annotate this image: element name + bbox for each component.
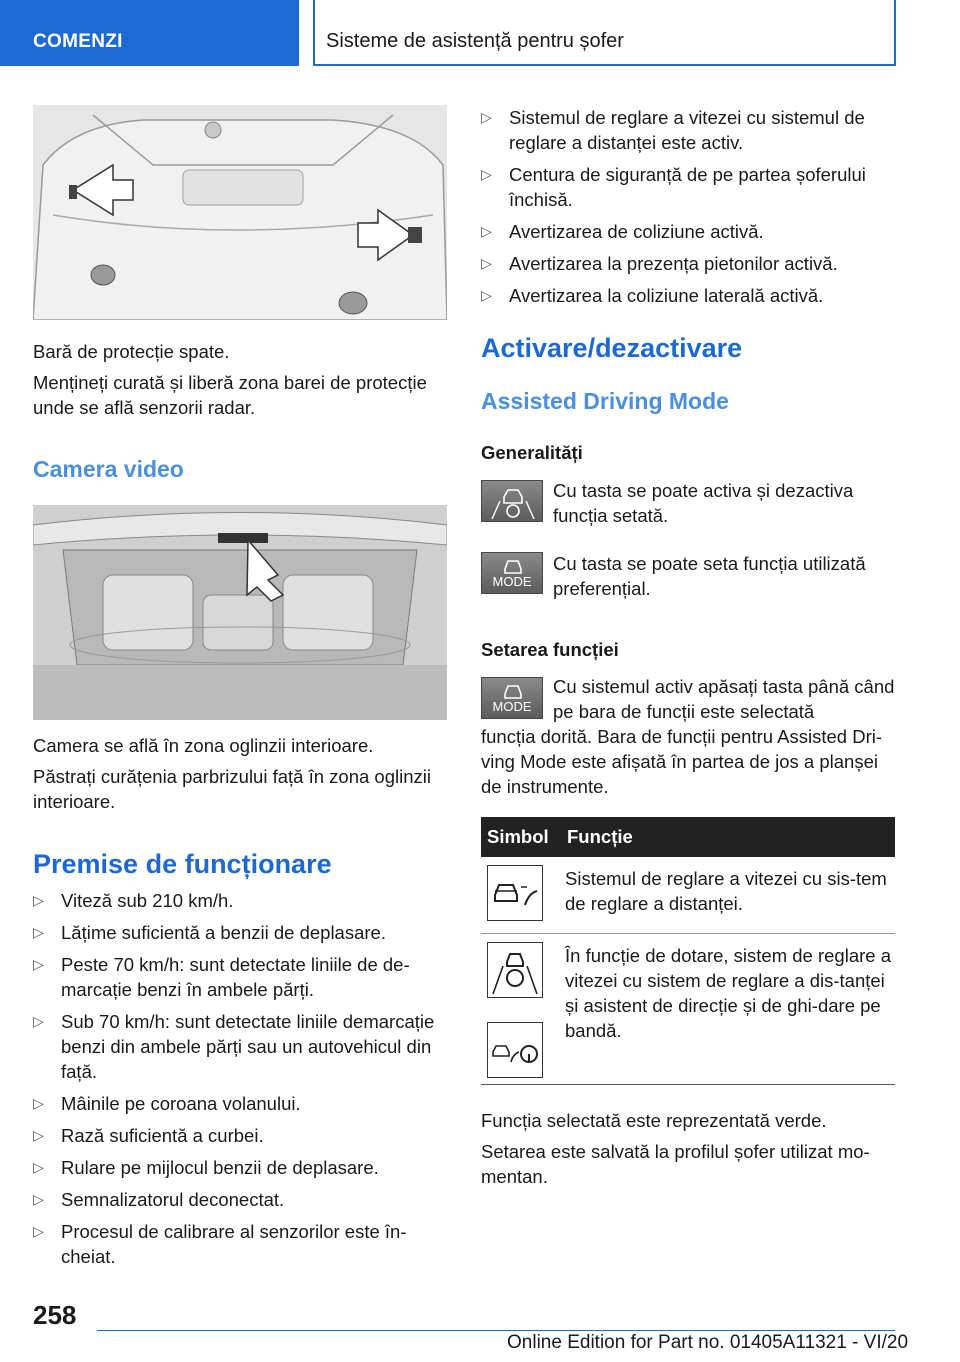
activation-heading: Activare/dezactivare	[481, 333, 743, 363]
triangle-bullet-icon: ▷	[33, 924, 44, 940]
triangle-bullet-icon: ▷	[33, 1223, 44, 1239]
steering-assist-icon	[487, 942, 543, 998]
camera-caption: Camera se află în zona oglinzii interioare.	[33, 735, 374, 756]
general-text-1: Cu tasta se poate activa și dezactiva funcția setată.	[553, 480, 854, 526]
triangle-bullet-icon: ▷	[481, 287, 492, 303]
prereq-heading: Premise de funcționare	[33, 849, 332, 879]
camera-text: Păstrați curățenia parbrizului față în zona oglinzii interioare.	[33, 766, 431, 812]
setting-text-b: funcția dorită. Bara de funcții pentru Assisted Dri-ving Mode este afișată în partea de jos a planșei de instrumente.	[481, 726, 883, 797]
footer-divider	[97, 1330, 895, 1331]
col-function: Funcție	[561, 817, 895, 857]
mode-label-2: MODE	[492, 699, 532, 714]
triangle-bullet-icon: ▷	[33, 1191, 44, 1207]
list-item: ▷ Procesul de calibrare al senzorilor este în-cheiat.	[33, 1221, 407, 1267]
list-item: ▷ Peste 70 km/h: sunt detectate liniile de de-marcație benzi în ambele părți.	[33, 954, 410, 1000]
mode-button-icon-2	[481, 677, 543, 719]
rear-text: Mențineți curată și liberă zona barei de protecție unde se află senzorii radar.	[33, 372, 427, 418]
rear-caption: Bară de protecție spate.	[33, 341, 230, 362]
function-cell-1: Sistemul de reglare a vitezei cu sis-tem de reglare a distanței.	[565, 868, 887, 914]
chapter-title: Sisteme de asistență pentru șofer	[326, 30, 624, 52]
list-item: ▷ Rază suficientă a curbei.	[33, 1125, 264, 1146]
acc-steering-icon	[487, 1022, 543, 1078]
col-symbol: Simbol	[481, 817, 561, 857]
camera-heading: Camera video	[33, 456, 184, 482]
triangle-bullet-icon: ▷	[33, 1013, 44, 1029]
assist-button-icon	[481, 480, 543, 522]
edition-text: Online Edition for Part no. 01405A11321 - VI/20	[507, 1332, 909, 1353]
mode-button-icon	[481, 552, 543, 594]
list-item: ▷ Rulare pe mijlocul benzii de deplasare.	[33, 1157, 379, 1178]
symbol-cell	[481, 933, 561, 1084]
triangle-bullet-icon: ▷	[33, 1159, 44, 1175]
list-item: ▷ Sistemul de reglare a vitezei cu sistemul de reglare a distanței este activ.	[481, 107, 865, 153]
list-item: ▷ Lățime suficientă a benzii de deplasare.	[33, 922, 386, 943]
conditions-list	[481, 105, 895, 315]
list-item: ▷ Sub 70 km/h: sunt detectate liniile demarcație benzi din ambele părți sau un autovehicul din față.	[33, 1011, 435, 1082]
setting-heading: Setarea funcției	[481, 639, 619, 660]
symbol-cell	[481, 857, 561, 933]
function-cell-2: În funcție de dotare, sistem de reglare a vitezei cu sistem de reglare a dis-tanței și asistent de direcție și de ghi-dare pe bandă.	[565, 944, 891, 1041]
list-item: ▷ Centura de siguranță de pe partea șoferului închisă.	[481, 164, 866, 210]
camera-drawing	[33, 505, 447, 720]
list-item: ▷ Mâinile pe coroana volanului.	[33, 1093, 301, 1114]
camera-image	[33, 505, 447, 720]
list-item: ▷ Viteză sub 210 km/h.	[33, 890, 234, 911]
page-number: 258	[33, 1300, 77, 1330]
triangle-bullet-icon: ▷	[33, 956, 44, 972]
adm-heading: Assisted Driving Mode	[481, 388, 729, 414]
triangle-bullet-icon: ▷	[481, 166, 492, 182]
triangle-bullet-icon: ▷	[481, 109, 492, 125]
list-item: ▷ Avertizarea de coliziune activă.	[481, 221, 764, 242]
list-item: ▷ Avertizarea la coliziune laterală activă.	[481, 285, 824, 306]
triangle-bullet-icon: ▷	[33, 892, 44, 908]
rear-bumper-drawing	[33, 105, 447, 320]
function-table	[481, 817, 895, 1085]
mode-label: MODE	[492, 574, 532, 589]
car-steering-icon	[482, 481, 544, 523]
setting-text-a: Cu sistemul activ apăsați tasta până când pe bara de funcții este selectată	[553, 676, 895, 722]
triangle-bullet-icon: ▷	[481, 223, 492, 239]
general-text-2: Cu tasta se poate seta funcția utilizată preferențial.	[553, 553, 866, 599]
list-item: ▷ Semnalizatorul deconectat.	[33, 1189, 285, 1210]
after-text-1: Funcția selectată este reprezentată verde.	[481, 1110, 827, 1131]
triangle-bullet-icon: ▷	[33, 1095, 44, 1111]
prereq-list	[33, 888, 447, 1276]
triangle-bullet-icon: ▷	[33, 1127, 44, 1143]
chapter-header	[313, 0, 896, 66]
table-header-row	[481, 817, 895, 857]
triangle-bullet-icon: ▷	[481, 255, 492, 271]
table-row	[481, 933, 895, 1084]
section-tab[interactable]	[0, 0, 299, 66]
table-row	[481, 857, 895, 933]
list-item: ▷ Avertizarea la prezența pietonilor activă.	[481, 253, 838, 274]
general-heading: Generalități	[481, 442, 583, 463]
after-text-2: Setarea este salvată la profilul șofer utilizat mo-mentan.	[481, 1141, 870, 1187]
acc-distance-icon	[487, 865, 543, 921]
rear-bumper-image	[33, 105, 447, 320]
section-title: COMENZI	[33, 31, 123, 52]
